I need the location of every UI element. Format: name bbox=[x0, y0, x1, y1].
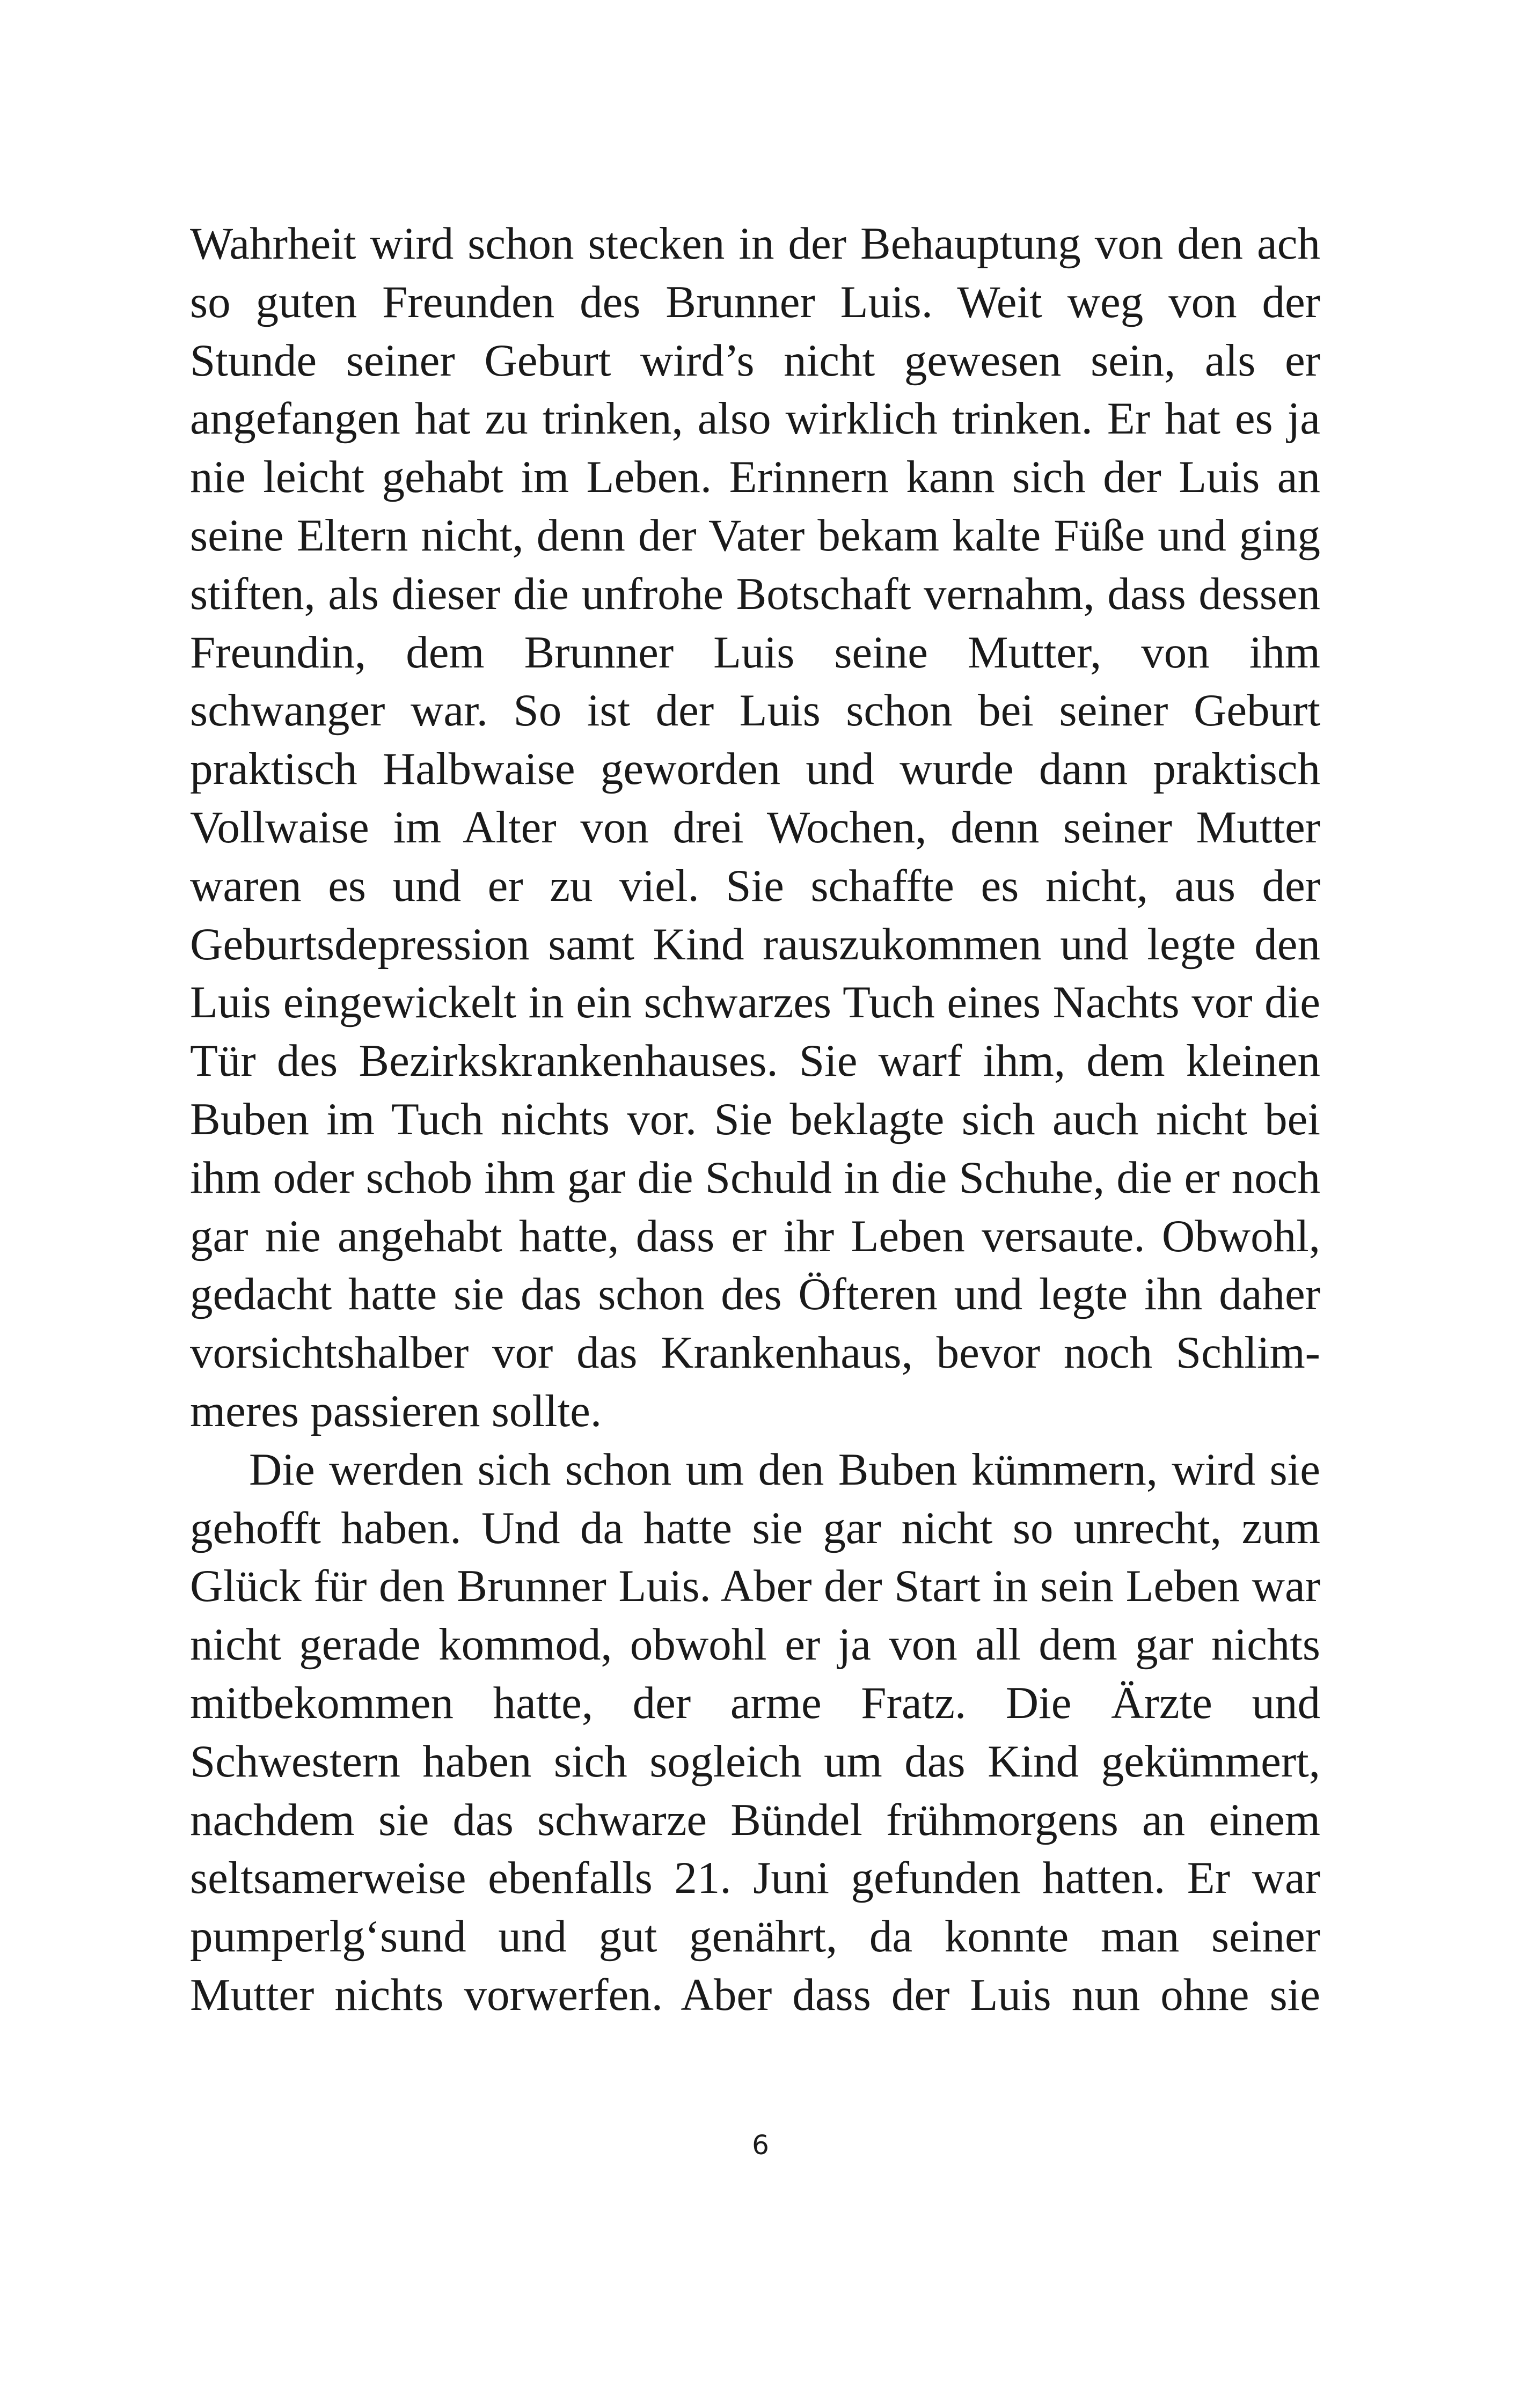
text-line: nachdem sie das schwarze Bündel frühmorgens an einem bbox=[190, 1794, 1320, 1845]
text-line: so guten Freunden des Brunner Luis. Weit weg von der bbox=[190, 276, 1320, 327]
text-line: schwanger war. So ist der Luis schon bei seiner Geburt bbox=[190, 685, 1320, 736]
text-line: Schwestern haben sich sogleich um das Kind gekümmert, bbox=[190, 1736, 1320, 1787]
text-line: Luis eingewickelt in ein schwarzes Tuch eines Nachts vor die bbox=[190, 977, 1320, 1028]
text-line: nie leicht gehabt im Leben. Erinnern kann sich der Luis an bbox=[190, 452, 1320, 503]
text-line: gedacht hatte sie das schon des Öfteren und legte ihn daher bbox=[190, 1269, 1320, 1320]
text-line: mitbekommen hatte, der arme Fratz. Die Ärzte und bbox=[190, 1677, 1320, 1728]
text-line: gehofft haben. Und da hatte sie gar nicht so unrecht, zum bbox=[190, 1502, 1320, 1553]
text-line: pumperlg‘sund und gut genährt, da konnte man seiner bbox=[190, 1911, 1320, 1962]
paragraph bbox=[190, 1441, 1320, 2024]
text-line: Freundin, dem Brunner Luis seine Mutter, von ihm bbox=[190, 627, 1320, 678]
paragraph bbox=[190, 215, 1320, 1441]
text-line: angefangen hat zu trinken, also wirklich trinken. Er hat es ja bbox=[190, 393, 1320, 444]
body-text bbox=[190, 215, 1320, 2024]
text-line: vorsichtshalber vor das Krankenhaus, bevor noch Schlim- bbox=[190, 1327, 1320, 1378]
text-line: Glück für den Brunner Luis. Aber der Start in sein Leben war bbox=[190, 1561, 1320, 1612]
text-line: seltsamerweise ebenfalls 21. Juni gefunden hatten. Er war bbox=[190, 1853, 1320, 1904]
text-line: Mutter nichts vorwerfen. Aber dass der Luis nun ohne sie bbox=[190, 1969, 1320, 2020]
text-line: Geburtsdepression samt Kind rauszukommen und legte den bbox=[190, 919, 1320, 970]
text-line: Die werden sich schon um den Buben kümmern, wird sie bbox=[249, 1444, 1320, 1495]
text-line: Tür des Bezirkskrankenhauses. Sie warf ihm, dem kleinen bbox=[190, 1036, 1320, 1086]
text-line: waren es und er zu viel. Sie schaffte es nicht, aus der bbox=[190, 860, 1320, 911]
text-line: Wahrheit wird schon stecken in der Behauptung von den ach bbox=[190, 218, 1320, 269]
page-number: 6 bbox=[752, 2130, 769, 2161]
text-line: stiften, als dieser die unfrohe Botschaft vernahm, dass dessen bbox=[190, 568, 1320, 619]
text-line: gar nie angehabt hatte, dass er ihr Leben versaute. Obwohl, bbox=[190, 1210, 1320, 1261]
text-line: meres passieren sollte. bbox=[190, 1385, 602, 1436]
text-line: Buben im Tuch nichts vor. Sie beklagte sich auch nicht bei bbox=[190, 1093, 1320, 1144]
text-line: praktisch Halbwaise geworden und wurde dann praktisch bbox=[190, 744, 1320, 795]
text-line: nicht gerade kommod, obwohl er ja von all dem gar nichts bbox=[190, 1619, 1320, 1670]
text-line: Vollwaise im Alter von drei Wochen, denn seiner Mutter bbox=[190, 802, 1320, 853]
text-line: Stunde seiner Geburt wird’s nicht gewesen sein, als er bbox=[190, 335, 1320, 386]
text-line: ihm oder schob ihm gar die Schuld in die Schuhe, die er noch bbox=[190, 1152, 1320, 1203]
text-line: seine Eltern nicht, denn der Vater bekam kalte Füße und ging bbox=[190, 510, 1320, 561]
